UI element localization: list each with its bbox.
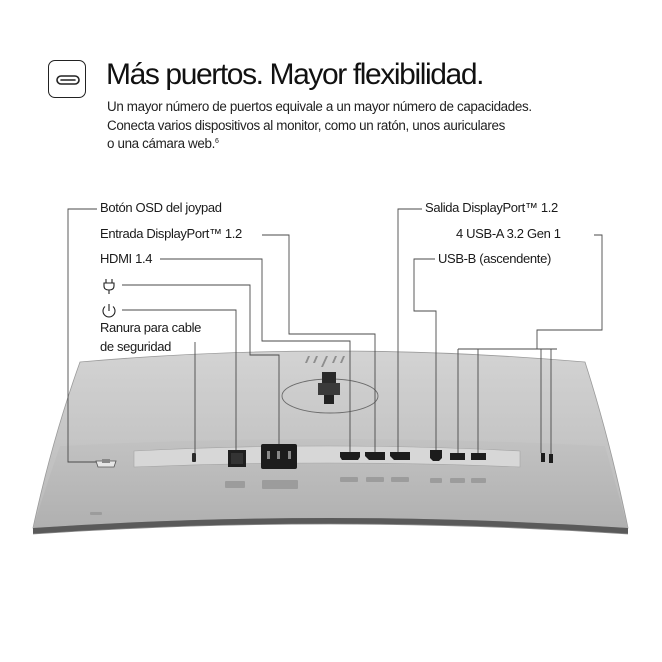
- label-security-slot-line-2: de seguridad: [100, 339, 171, 354]
- usb-a-side-port-1: [541, 453, 545, 462]
- monitor-back: [33, 351, 628, 534]
- displayport-out-port: [390, 452, 410, 460]
- usb-a-port-2: [471, 453, 486, 460]
- power-input-port: [261, 444, 297, 469]
- page-title: Más puertos. Mayor flexibilidad.: [106, 58, 484, 91]
- label-hdmi: HDMI 1.4: [100, 251, 153, 266]
- subtitle-line-2: Conecta varios dispositivos al monitor, como un ratón, unos auriculares: [107, 117, 505, 133]
- usb-a-side-port-2: [549, 454, 553, 463]
- subtitle-line-1: Un mayor número de puertos equivale a un mayor número de capacidades.: [107, 99, 532, 114]
- power-switch: [228, 450, 246, 467]
- hdmi-port: [340, 452, 360, 460]
- label-usb-a: 4 USB-A 3.2 Gen 1: [456, 226, 561, 241]
- usb-b-port: [430, 450, 442, 461]
- displayport-in-port: [365, 452, 385, 460]
- footnote-marker: 6: [214, 138, 219, 145]
- power-plug-icon: [100, 277, 118, 300]
- label-displayport-in: Entrada DisplayPort™ 1.2: [100, 226, 242, 241]
- label-displayport-out: Salida DisplayPort™ 1.2: [425, 200, 558, 215]
- subtitle-line-3-text: o una cámara web.: [107, 136, 215, 151]
- label-usb-b: USB-B (ascendente): [438, 251, 551, 266]
- label-osd-joypad: Botón OSD del joypad: [100, 200, 222, 215]
- security-slot: [192, 453, 196, 462]
- usb-a-port-1: [450, 453, 465, 460]
- label-security-slot-line-1: Ranura para cable: [100, 320, 202, 335]
